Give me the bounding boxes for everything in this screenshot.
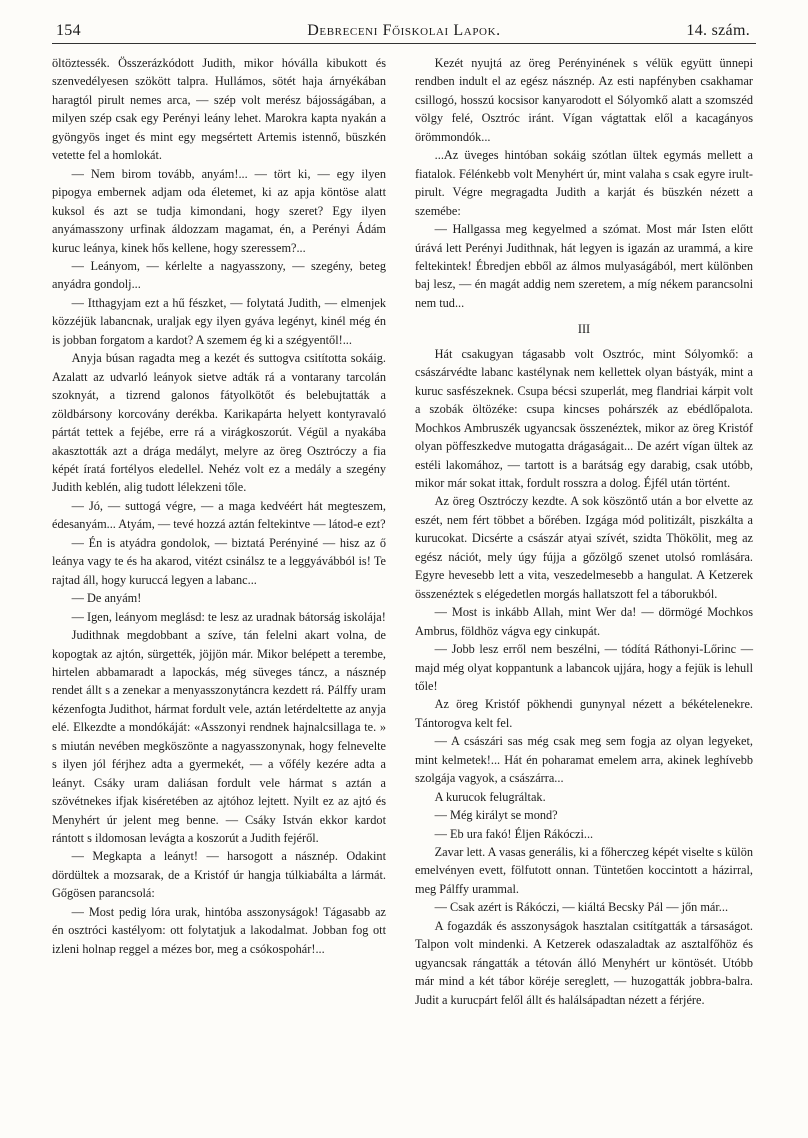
- paragraph: — De anyám!: [71, 591, 142, 606]
- paragraph: Judithnak megdobbant a szíve, tán felelni akart volna, de kopogtak az ajtón, sürgették, jöjjön már. Mikor belépett a terembe, hirtelen abbamaradt a lapockás, még süveges táncz, a násznép rendet állt s a zenekar a menyasszonytáncra kezdett rá. Pálffy uram kézenfogta Judithot, hármat fordult vele, aztán letérdeltette az anyja elé. Elkezdte a mondókáját: «Asszonyi rendnek hajnalcsillaga te. » s miután nevében megköszönte a nagyasszonynak, hogy felnevelte s ilyen jól férjhez adta a gyermekét, — a vőfély kezére adta a leányt. Csáky uram daliásan fordult vele hármat s aztán a szövétnekes ifjak kiséretében az ajtóhoz lejtett. Nyilt ez az ajtó és Menyhért úr jelent meg benne. — Csáky István ekkor kardot rántott s ildomosan levágta a koszorút a Judith fejéről.: [52, 628, 386, 846]
- paragraph: Zavar lett. A vasas generális, ki a főherczeg képét viselte s külön emelvényen evett, fölfutott onnan. Tüntetően koccintott a házirral, meg Pálffy urammal.: [415, 845, 753, 896]
- paragraph: — Nem birom tovább, anyám!... — tört ki, — egy ilyen pipogya embernek adjam oda életemet, ki az apja köntöse alatt kuksol és azt se tudja kimondani, hogy szeret? Egy ilyen anyámasszony urfinak áldozzam magamat, én, a Perényi Ádám kuruc leánya, kinek hős kellene, hogy szeressem?...: [52, 166, 386, 255]
- paragraph: — Csak azért is Rákóczi, — kiáltá Becsky Pál — jőn már...: [434, 900, 729, 915]
- issue-number: 14. szám.: [686, 22, 750, 39]
- paragraph: — Megkapta a leányt! — harsogott a násznép. Odakint dördültek a mozsarak, de a Kristóf úr hangja túlkiabálta a lármát. Gőgösen parancsolá:: [52, 849, 386, 901]
- paragraph: Kezét nyujtá az öreg Perényinének s vélük együtt ünnepi rendben indult el az egész násznép. Az esti napfényben csakhamar csillogó, hosszú kocsisor kanyarodott el Sólyomkő alatt a szomszéd völgy felé, Osztróc iránt. Vígan vágtattak elől a kacagányos örömmondók...: [415, 56, 753, 144]
- paragraph: — Itthagyjam ezt a hű fészket, — folytatá Judith, — elmenjek közzéjük labancnak, uraljak egy ilyen gyáva legényt, kinél még én is jobban forgatom a kardot? A szemem ég ki a szégyentől!...: [52, 295, 386, 347]
- paragraph: Hát csakugyan tágasabb volt Osztróc, mint Sólyomkő: a császárvédte labanc kastélynak nem kellettek olyan bástyák, mint a kuruc sasfészeknek. Csupa bécsi szuperlát, meg flandriai kárpit volt a szobák öltözéke: csupa kincses pohárszék az ebédlőpalota. Mochkos Ambruszék ugyancsak összenéztek, mikor az öreg Kristóf olyan pöffeszkedve mutogatta drágaságait... De azért vígan ültek az estéli lakomához, — tartott is a barátság egy darabig, csak utóbb, mikor már sokat ittak, fordult rosszra a dolog. Éjfél után történt.: [415, 346, 753, 490]
- paragraph: — Jó, — suttogá végre, — a maga kedvéért hát megteszem, édesanyám... Atyám, — tevé hozzá aztán feltekintve — látod-e ezt?: [52, 498, 386, 532]
- left-column: [52, 54, 386, 958]
- section-heading: III: [577, 322, 591, 337]
- paragraph: — Igen, leányom meglásd: te lesz az uradnak bátorság iskolája!: [71, 609, 386, 624]
- paragraph: — Még királyt se mond?: [434, 808, 558, 823]
- paragraph: — Most is inkább Allah, mint Wer da! — dörmögé Mochkos Ambrus, földhöz vágva egy cinkupát.: [415, 605, 753, 638]
- paragraph: Az öreg Kristóf pökhendi gunynyal nézett a békételenekre. Tántorogva kelt fel.: [415, 697, 753, 730]
- paragraph: — Leányom, — kérlelte a nagyasszony, — szegény, beteg anyádra gondolj...: [52, 258, 386, 292]
- right-column: [415, 54, 753, 1009]
- paragraph: — Hallgassa meg kegyelmed a szómat. Most már Isten előtt úrává lett Perényi Judithnak, hát legyen is igazán az urammá, a kire feltekintek! Ébredjen ebből az álmos mulyaságából, mert különben baj lesz, — én magát addig nem szeretem, a míg nékem parancsolni nem tud...: [415, 222, 753, 310]
- paragraph: Anyja búsan ragadta meg a kezét és suttogva csitította sokáig. Azalatt az udvarló leányok sietve adták rá a vontarany tarcolán szoknyát, a tizrend galonos fátyolkötőt és belebujtatták a zöldbársony korcovány derékba. Karikapárta helyett kontyravaló pártát tettek a fejébe, erre rá a virágkoszorút. Végül a nyakába akasztották azt a drága medályt, melyre az öreg Osztróczy a fia képét íratá fortélyos eledellel. Nehéz volt ez a medály a szegény Judith keblén, alig tudott lélekzeni tőle.: [52, 351, 386, 495]
- paragraph: — Jobb lesz erről nem beszélni, — tódítá Ráthonyi-Lőrinc — majd még olyat koppantunk a labancok ujjára, hogy a fejük is lehull tőle!: [415, 642, 753, 693]
- paragraph: — Most pedig lóra urak, hintóba asszonyságok! Tágasabb az én osztróci kastélyom: ott folytatjuk a lakodalmat. Jobban fog ott izleni holnap reggel a mézes bor, meg a csókospohár!...: [52, 904, 386, 956]
- paragraph: A fogazdák és asszonyságok hasztalan csitítgatták a társaságot. Talpon volt mindenki. A Ketzerek odaszaladtak az asztalfőhöz és ugyancsak rángatták a tétován álló Menyhért ur köntösét. Utóbb már mind a két tábor köréje sereglett, — huzogatták jobbra-balra. Judit a kurucpárt felől állt és halálsápadtan nézett a férjére.: [415, 918, 753, 1007]
- page-number: 154: [56, 22, 81, 39]
- paragraph: ...Az üveges hintóban sokáig szótlan ültek egymás mellett a fiatalok. Félénkebb volt Menyhért úr, mint valaha s csak egyre irult-pirult. Végre megragadta Judith a karját és büszkén nézett a szemébe:: [415, 148, 753, 218]
- paragraph: Az öreg Osztróczy kezdte. A sok köszöntő után a bor elvette az eszét, nem fért többet a bőrében. Izgága mód politizált, piszkálta a kurucokat. Dicsérte a császár atyai szívét, szidta Thökölit, meg az egész nációt, mely úgy fújja a gőzölgő szenet utolsó romlására. Egyre hevesebb lett a vita, veszedelmesebb a hangulat. A Ketzerek összenéztek s elégedetlen morgás hallatszott fel a táborukból.: [415, 494, 753, 601]
- header-rule: [52, 43, 756, 44]
- paragraph: — A császári sas még csak meg sem fogja az olyan legyeket, mint kelmetek!... Hát én poharamat emelem arra, akinek leghívebb szolgája vagyok, a császárra...: [415, 734, 753, 786]
- paragraph: — Én is atyádra gondolok, — biztatá Perényiné — hisz az ő leánya vagy te és ha akarod, vitézt csinálsz te a leggyávábból is! Te rajtad áll, hogy kuruccá legyen a labanc...: [52, 535, 386, 587]
- paragraph: — Eb ura fakó! Éljen Rákóczi...: [434, 826, 594, 841]
- journal-title: Debreceni Főiskolai Lapok.: [307, 22, 501, 39]
- paragraph: öltöztessék. Összerázkódott Judith, mikor hóválla kibukott és szenvedélyesen szökött talpra. Hullámos, sötét haja árnyékában haragtól pirult nemes arca, — szép volt merész bájosságában, a milyen szép csak egy Perényi leány lehet. Marokra kapta nyakán a gyöngyös inget és mint egy megsértett Artemis istennő, büszkén vetette fel a homlokát.: [52, 56, 386, 163]
- paragraph: A kurucok felugráltak.: [434, 789, 546, 804]
